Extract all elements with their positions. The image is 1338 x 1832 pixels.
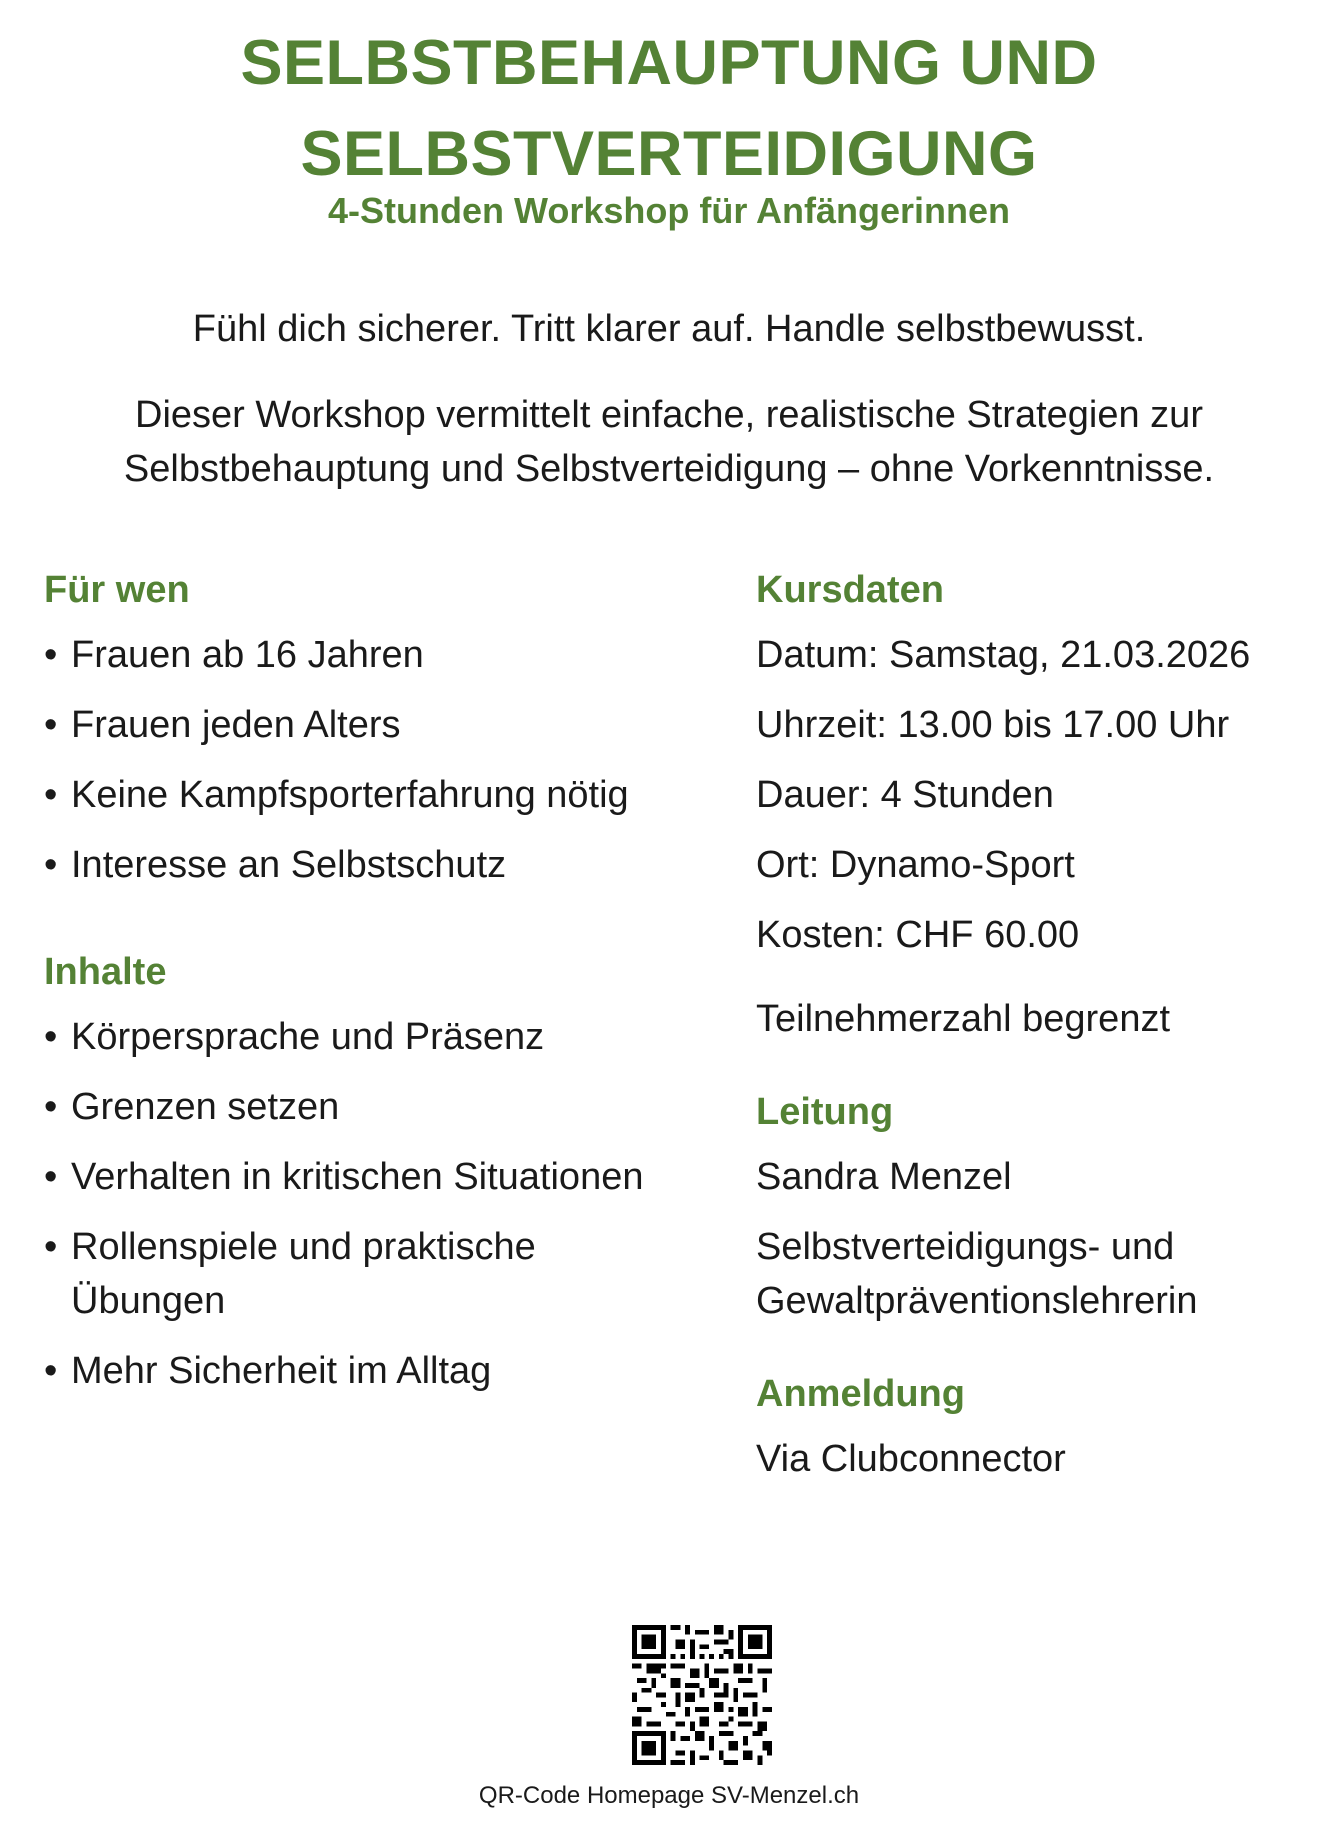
list-item-text: Körpersprache und Präsenz bbox=[71, 1016, 545, 1058]
title-line-2: SELBSTVERTEIDIGUNG bbox=[300, 119, 1038, 189]
bullet-icon: • bbox=[44, 1086, 58, 1128]
title-line-1: SELBSTBEHAUPTUNG UND bbox=[240, 28, 1098, 98]
list-item-text: Mehr Sicherheit im Alltag bbox=[71, 1350, 492, 1392]
list-item bbox=[44, 1344, 724, 1398]
list-item-text: Verhalten in kritischen Situationen bbox=[71, 1156, 644, 1198]
instructor-role bbox=[756, 1220, 1316, 1328]
audience-list bbox=[44, 628, 724, 892]
list-item bbox=[44, 838, 724, 892]
intro-text bbox=[0, 388, 1338, 496]
course-duration: Dauer: 4 Stunden bbox=[756, 774, 1054, 816]
bullet-icon: • bbox=[44, 844, 58, 886]
course-date: Datum: Samstag, 21.03.2026 bbox=[756, 634, 1251, 676]
bullet-icon: • bbox=[44, 774, 58, 816]
audience-heading: Für wen bbox=[44, 569, 190, 611]
content-list bbox=[44, 1010, 724, 1398]
right-column bbox=[756, 568, 1316, 1486]
bullet-icon: • bbox=[44, 1016, 58, 1058]
bullet-icon: • bbox=[44, 1156, 58, 1198]
page-subtitle: 4-Stunden Workshop für Anfängerinnen bbox=[328, 190, 1010, 231]
list-item bbox=[44, 1010, 724, 1064]
bullet-icon: • bbox=[44, 704, 58, 746]
list-item-text: Rollenspiele und praktische Übungen bbox=[71, 1226, 536, 1322]
list-item bbox=[44, 1150, 724, 1204]
list-item bbox=[44, 768, 724, 822]
list-item-text: Frauen ab 16 Jahren bbox=[71, 634, 424, 676]
course-heading: Kursdaten bbox=[756, 569, 944, 611]
page-title bbox=[0, 18, 1338, 200]
bullet-icon: • bbox=[44, 634, 58, 676]
list-item bbox=[44, 1220, 611, 1328]
qr-code-icon[interactable] bbox=[632, 1625, 772, 1765]
intro-line-2: Selbstbehauptung und Selbstverteidigung – ohne Vorkenntnisse. bbox=[123, 448, 1215, 490]
bullet-icon: • bbox=[44, 1350, 58, 1392]
instructor-role-line-2: Gewaltpräventionslehrerin bbox=[756, 1280, 1198, 1322]
instructor-name: Sandra Menzel bbox=[756, 1156, 1012, 1198]
instructor-heading: Leitung bbox=[756, 1091, 894, 1133]
list-item-text: Interesse an Selbstschutz bbox=[71, 844, 507, 886]
list-item bbox=[44, 698, 724, 752]
tagline: Fühl dich sicherer. Tritt klarer auf. Handle selbstbewusst. bbox=[192, 308, 1146, 350]
registration-method: Via Clubconnector bbox=[756, 1438, 1066, 1480]
content-heading: Inhalte bbox=[44, 951, 167, 993]
course-cost: Kosten: CHF 60.00 bbox=[756, 914, 1080, 956]
instructor-role-line-1: Selbstverteidigungs- und bbox=[756, 1226, 1175, 1268]
qr-caption: QR-Code Homepage SV-Menzel.ch bbox=[478, 1782, 860, 1809]
list-item-text: Grenzen setzen bbox=[71, 1086, 340, 1128]
bullet-icon: • bbox=[44, 1226, 58, 1268]
list-item bbox=[44, 1080, 724, 1134]
intro-line-1: Dieser Workshop vermittelt einfache, realistische Strategien zur bbox=[135, 394, 1203, 436]
list-item-text: Frauen jeden Alters bbox=[71, 704, 401, 746]
course-limit: Teilnehmerzahl begrenzt bbox=[756, 998, 1171, 1040]
course-time: Uhrzeit: 13.00 bis 17.00 Uhr bbox=[756, 704, 1230, 746]
registration-heading: Anmeldung bbox=[756, 1373, 965, 1415]
list-item-text: Keine Kampfsporterfahrung nötig bbox=[71, 774, 629, 816]
left-column bbox=[44, 568, 724, 1398]
list-item bbox=[44, 628, 724, 682]
course-location: Ort: Dynamo-Sport bbox=[756, 844, 1075, 886]
